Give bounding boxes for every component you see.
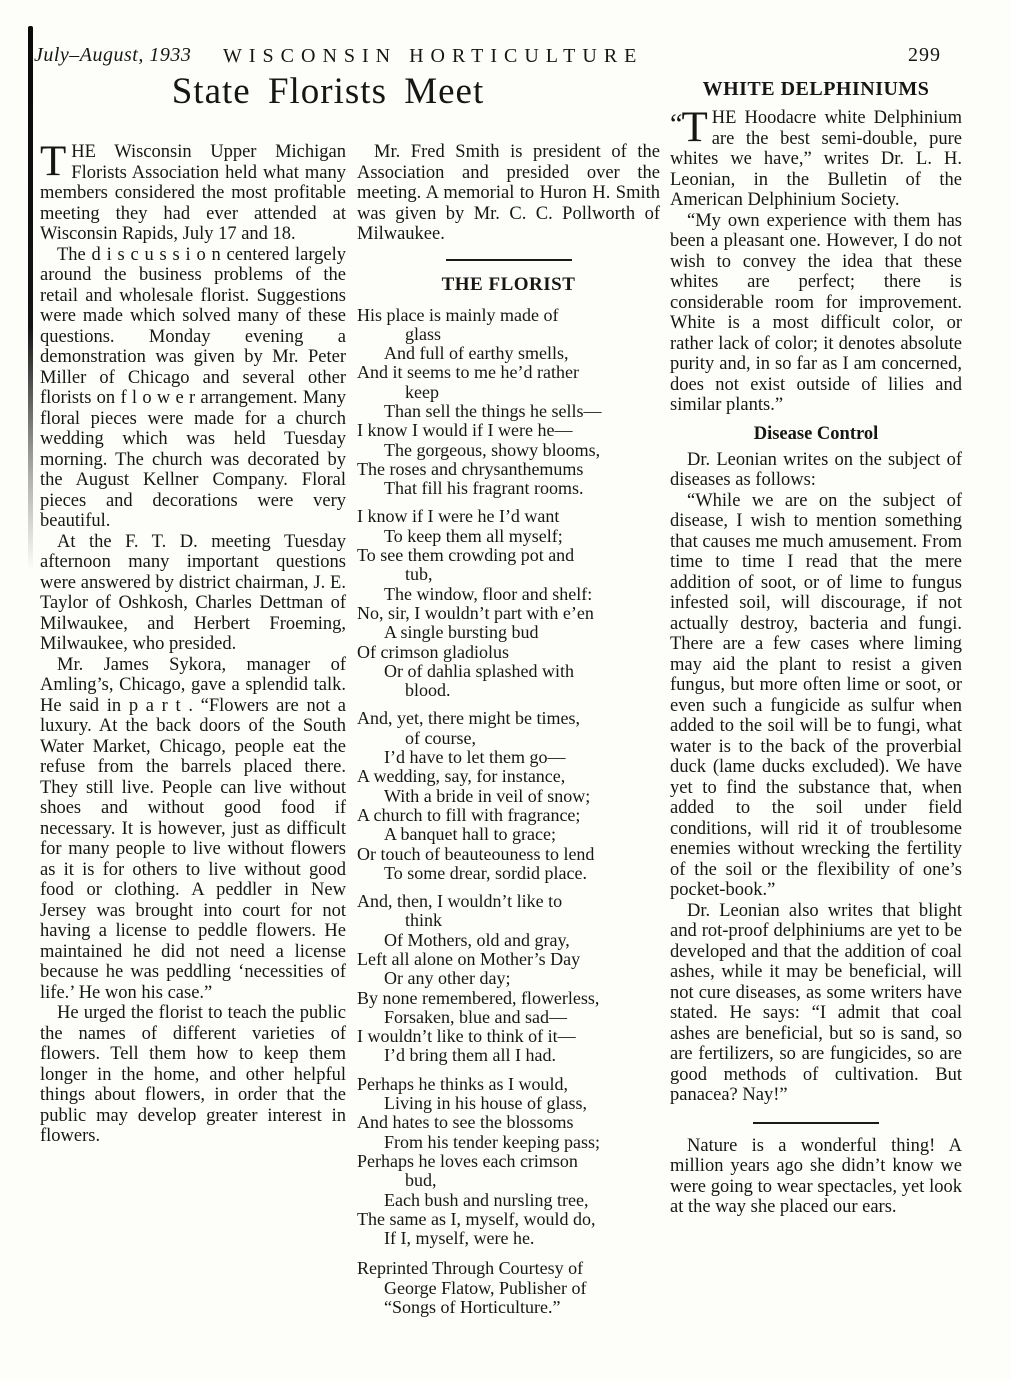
section-divider-rule bbox=[446, 259, 572, 261]
paragraph: He urged the florist to teach the public the names of different varieties of flowers. Tell them how to keep them longer in the home, and other helpful things about flowers, in order that the public may develop greater interest in flowers. bbox=[40, 1003, 346, 1146]
poem-line: Reprinted Through Courtesy of bbox=[357, 1258, 584, 1279]
poem-line: keep bbox=[405, 381, 439, 402]
header-issue-date: July–August, 1933 bbox=[34, 44, 192, 66]
paragraph bbox=[670, 104, 962, 211]
poem-attribution bbox=[357, 1259, 660, 1317]
poem-stanza bbox=[357, 507, 660, 700]
poem-line: The roses and chrysanthemums bbox=[357, 458, 584, 479]
poem-stanza bbox=[357, 709, 660, 883]
poem-line: To keep them all myself; bbox=[384, 525, 563, 546]
poem-line: Or any other day; bbox=[384, 968, 511, 989]
column-right bbox=[670, 78, 962, 1218]
header-page-number: 299 bbox=[908, 44, 941, 66]
poem-line: No, sir, I wouldn’t part with e’en bbox=[357, 602, 594, 623]
paragraph: Mr. James Sykora, manager of Amling’s, Chicago, gave a splendid talk. He said in p a r t . “Flowers are not a luxury. At the back doors of the South Water Market, Chicago, people eat the refuse from the barrels placed there. They still live. People can live without shoes and without good food if necessary. It is however, just as difficult for many people to live without flowers as it is for others to live without good food or clothing. A peddler in New Jersey was brought into court for not having a license to peddle flowers. He maintained he did not need a license because he was peddling ‘necessities of life.’ He won his case.” bbox=[40, 654, 346, 1003]
paragraph-text: HE Hoodacre white Delphinium are the best semi-double, pure whites we have,” writes Dr. L. H. Leonian, in the Bulletin of the American Delphinium Society. bbox=[670, 108, 962, 210]
paragraph: Mr. Fred Smith is president of the Association and presided over the meeting. A memorial to Huron H. Smith was given by Mr. C. C. Pollworth of Milwaukee. bbox=[357, 142, 660, 244]
section-divider-rule bbox=[753, 1122, 879, 1124]
poem-line: blood. bbox=[405, 680, 451, 701]
drop-cap-letter: T bbox=[40, 138, 67, 185]
poem-line: Or touch of beauteouness to lend bbox=[357, 843, 595, 864]
paragraph: The d i s c u s s i o n centered largely around the business problems of the retail and wholesale florist. Suggestions were made which solved many of these questions. Monday evening a demonstration was given by Mr. Peter Miller of Chicago and several other florists on f l o w e r arrangement. Many floral pieces were made for a church wedding which was held Tuesday morning. The church was decorated by the August Kellner Company. Floral pieces and decorations were very beautiful. bbox=[40, 244, 346, 531]
poem-title: THE FLORIST bbox=[441, 273, 576, 295]
poem-line: A banquet hall to grace; bbox=[384, 824, 556, 845]
drop-cap-letter: T bbox=[681, 104, 708, 151]
poem-line: “Songs of Horticulture.” bbox=[384, 1297, 561, 1318]
poem-stanza bbox=[357, 1075, 660, 1249]
poem-line: glass bbox=[405, 323, 441, 344]
poem-line: Than sell the things he sells— bbox=[384, 400, 602, 421]
poem-line: A church to fill with fragrance; bbox=[357, 804, 581, 825]
header-journal-title: WISCONSIN HORTICULTURE bbox=[223, 45, 644, 67]
poem-line: I’d bring them all I had. bbox=[384, 1045, 556, 1066]
poem-line: The same as I, myself, would do, bbox=[357, 1208, 596, 1229]
poem-line: bud, bbox=[405, 1170, 437, 1191]
poem-line: A wedding, say, for instance, bbox=[357, 766, 566, 787]
poem-line: And full of earthy smells, bbox=[384, 343, 569, 364]
poem-line: The window, floor and shelf: bbox=[384, 583, 593, 604]
article-title-white-delphiniums: WHITE DELPHINIUMS bbox=[702, 78, 930, 100]
poem-line: By none remembered, flowerless, bbox=[357, 987, 600, 1008]
poem-line: And hates to see the blossoms bbox=[357, 1112, 574, 1133]
subheading-disease-control: Disease Control bbox=[753, 423, 879, 444]
drop-cap-with-quote bbox=[670, 104, 712, 151]
poem-line: From his tender keeping pass; bbox=[384, 1131, 600, 1152]
poem-line: Left all alone on Mother’s Day bbox=[357, 949, 581, 969]
poem-line: Each bush and nursling tree, bbox=[384, 1189, 589, 1210]
poem-line: To see them crowding pot and bbox=[357, 545, 575, 566]
paragraph: “My own experience with them has been a pleasant one. However, I do not wish to convey the idea that these whites are perfect; there is considerable room for improvement. White is a most difficult color, or rather lack of color; it denotes absolute purity and, in so far as I am concerned, does not exist outside of lilies and similar plants.” bbox=[670, 210, 962, 415]
column-middle bbox=[357, 142, 660, 1326]
poem-stanza bbox=[357, 306, 660, 499]
opening-quote: “ bbox=[670, 109, 681, 140]
poem-line: To some drear, sordid place. bbox=[384, 862, 587, 883]
poem-line: His place is mainly made of bbox=[357, 304, 559, 325]
poem-line: If I, myself, were he. bbox=[384, 1228, 535, 1249]
poem-line: And it seems to me he’d rather bbox=[357, 362, 579, 383]
poem-line: George Flatow, Publisher of bbox=[384, 1277, 587, 1298]
poem-line: That fill his fragrant rooms. bbox=[384, 478, 584, 499]
paragraph bbox=[40, 138, 346, 245]
poem-line: I’d have to let them go— bbox=[384, 747, 566, 768]
article-title-state-florists-meet: State Florists Meet bbox=[171, 71, 485, 112]
poem-line: Of crimson gladiolus bbox=[357, 641, 509, 662]
poem-line: I know if I were he I’d want bbox=[357, 506, 560, 527]
poem-line: Living in his house of glass, bbox=[384, 1093, 587, 1114]
poem-line: The gorgeous, showy blooms, bbox=[384, 439, 601, 460]
poem-line: And, yet, there might be times, bbox=[357, 708, 580, 729]
poem-line: A single bursting bud bbox=[384, 622, 539, 643]
poem-line: I know I would if I were he— bbox=[357, 420, 573, 441]
paragraph: “While we are on the subject of disease, I wish to mention something that causes me much amusement. From time to time I read that the mere addition of soot, or of lime to fungus infested soil, will discourage, if not actually destroy, bacteria and fungi. There are a few cases where liming may aid the plant to resist a given fungus, but more often lime or soot, or even such a fungicide as sulfur when added to the soil will be to fungi, what water is to the back of the proverbial duck (lame ducks excluded). We have yet to find the substance that, when added to the soil under field conditions, will rid it of troublesome enemies without wrecking the fertility of the soil or the flexibility of one’s pocket-book.” bbox=[670, 490, 962, 900]
poem-the-florist bbox=[357, 306, 660, 1318]
poem-line: of course, bbox=[405, 727, 476, 748]
paragraph: Nature is a wonderful thing! A million years ago she didn’t know we were going to wear spectacles, yet look at the way she placed our ears. bbox=[670, 1135, 962, 1217]
paragraph: Dr. Leonian also writes that blight and rot-proof delphiniums are yet to be developed and that the addition of coal ashes, while it may be beneficial, will not cure diseases, as some writers have stated. He says: “I admit that coal ashes are beneficial, but so is sand, so are fertilizers, so are fungicides, so are good methods of cultivation. But panacea? Nay!” bbox=[670, 900, 962, 1105]
poem-line: And, then, I wouldn’t like to bbox=[357, 891, 563, 912]
poem-line: tub, bbox=[405, 564, 433, 585]
poem-line: With a bride in veil of snow; bbox=[384, 785, 591, 806]
paragraph: At the F. T. D. meeting Tuesday afternoon many important questions were answered by district chairman, J. E. Taylor of Oshkosh, Charles Dettman of Milwaukee, and Herbert Froeming, Milwaukee, who presided. bbox=[40, 531, 346, 654]
poem-line: I wouldn’t like to think of it— bbox=[357, 1026, 576, 1047]
poem-line: Perhaps he thinks as I would, bbox=[357, 1073, 568, 1094]
poem-line: Of Mothers, old and gray, bbox=[384, 929, 570, 950]
poem-line: Or of dahlia splashed with bbox=[384, 660, 574, 681]
poem-line: Forsaken, blue and sad— bbox=[384, 1006, 567, 1027]
poem-line: Perhaps he loves each crimson bbox=[357, 1150, 578, 1171]
column-left bbox=[40, 138, 346, 1147]
poem-line: think bbox=[405, 910, 443, 931]
paragraph-text: HE Wisconsin Upper Michigan Florists Association held what many members considered the most profitable meeting they had ever attended at Wisconsin Rapids, July 17 and 18. bbox=[40, 142, 346, 244]
paragraph: Dr. Leonian writes on the subject of diseases as follows: bbox=[670, 449, 962, 490]
poem-stanza bbox=[357, 892, 660, 1066]
